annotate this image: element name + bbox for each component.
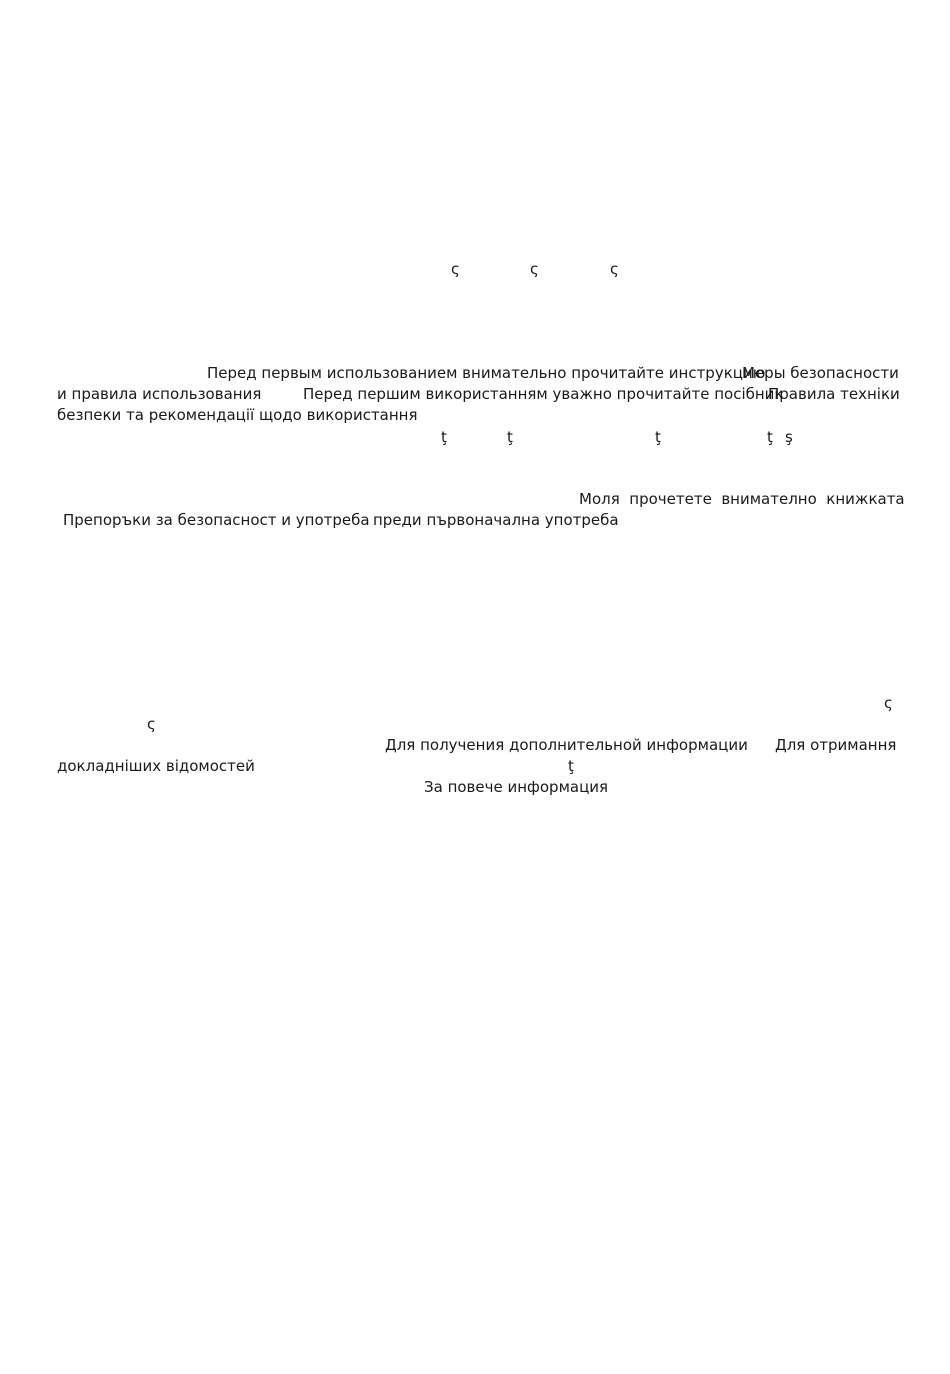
glyph-fragment: ς: [147, 715, 156, 733]
notice-bg-line1: Моля прочетете внимателно книжката: [579, 490, 905, 508]
more-info-bg: За повече информация: [424, 778, 609, 796]
notice-bg-title: Препоръки за безопасност и употреба: [63, 511, 370, 529]
glyph-fragment: ţ: [441, 428, 447, 446]
more-info-ru: Для получения дополнительной информации: [385, 736, 748, 754]
notice-bg-line2: преди първоначална употреба: [373, 511, 619, 529]
glyph-fragment: ţ: [655, 428, 661, 446]
notice-ru-line1: Перед первым использованием внимательно прочитайте инструкцию: [207, 364, 766, 382]
glyph-fragment: ς: [451, 260, 460, 278]
notice-ua-line1: Перед першим використанням уважно прочитайте посібник: [303, 385, 784, 403]
glyph-fragment: ς: [884, 694, 893, 712]
glyph-fragment: ţ: [568, 757, 574, 775]
notice-ru-title: Меры безопасности: [742, 364, 899, 382]
glyph-fragment: ţ: [767, 428, 773, 446]
notice-ua-line2: безпеки та рекомендації щодо використання: [57, 406, 418, 424]
more-info-ua-b: докладніших відомостей: [57, 757, 255, 775]
notice-ua-title: Правила техніки: [768, 385, 900, 403]
glyph-fragment: ς: [530, 260, 539, 278]
glyph-fragment: ş: [785, 428, 793, 446]
more-info-ua-a: Для отримання: [775, 736, 897, 754]
glyph-fragment: ţ: [507, 428, 513, 446]
glyph-fragment: ς: [610, 260, 619, 278]
notice-ru-line2: и правила использования: [57, 385, 262, 403]
